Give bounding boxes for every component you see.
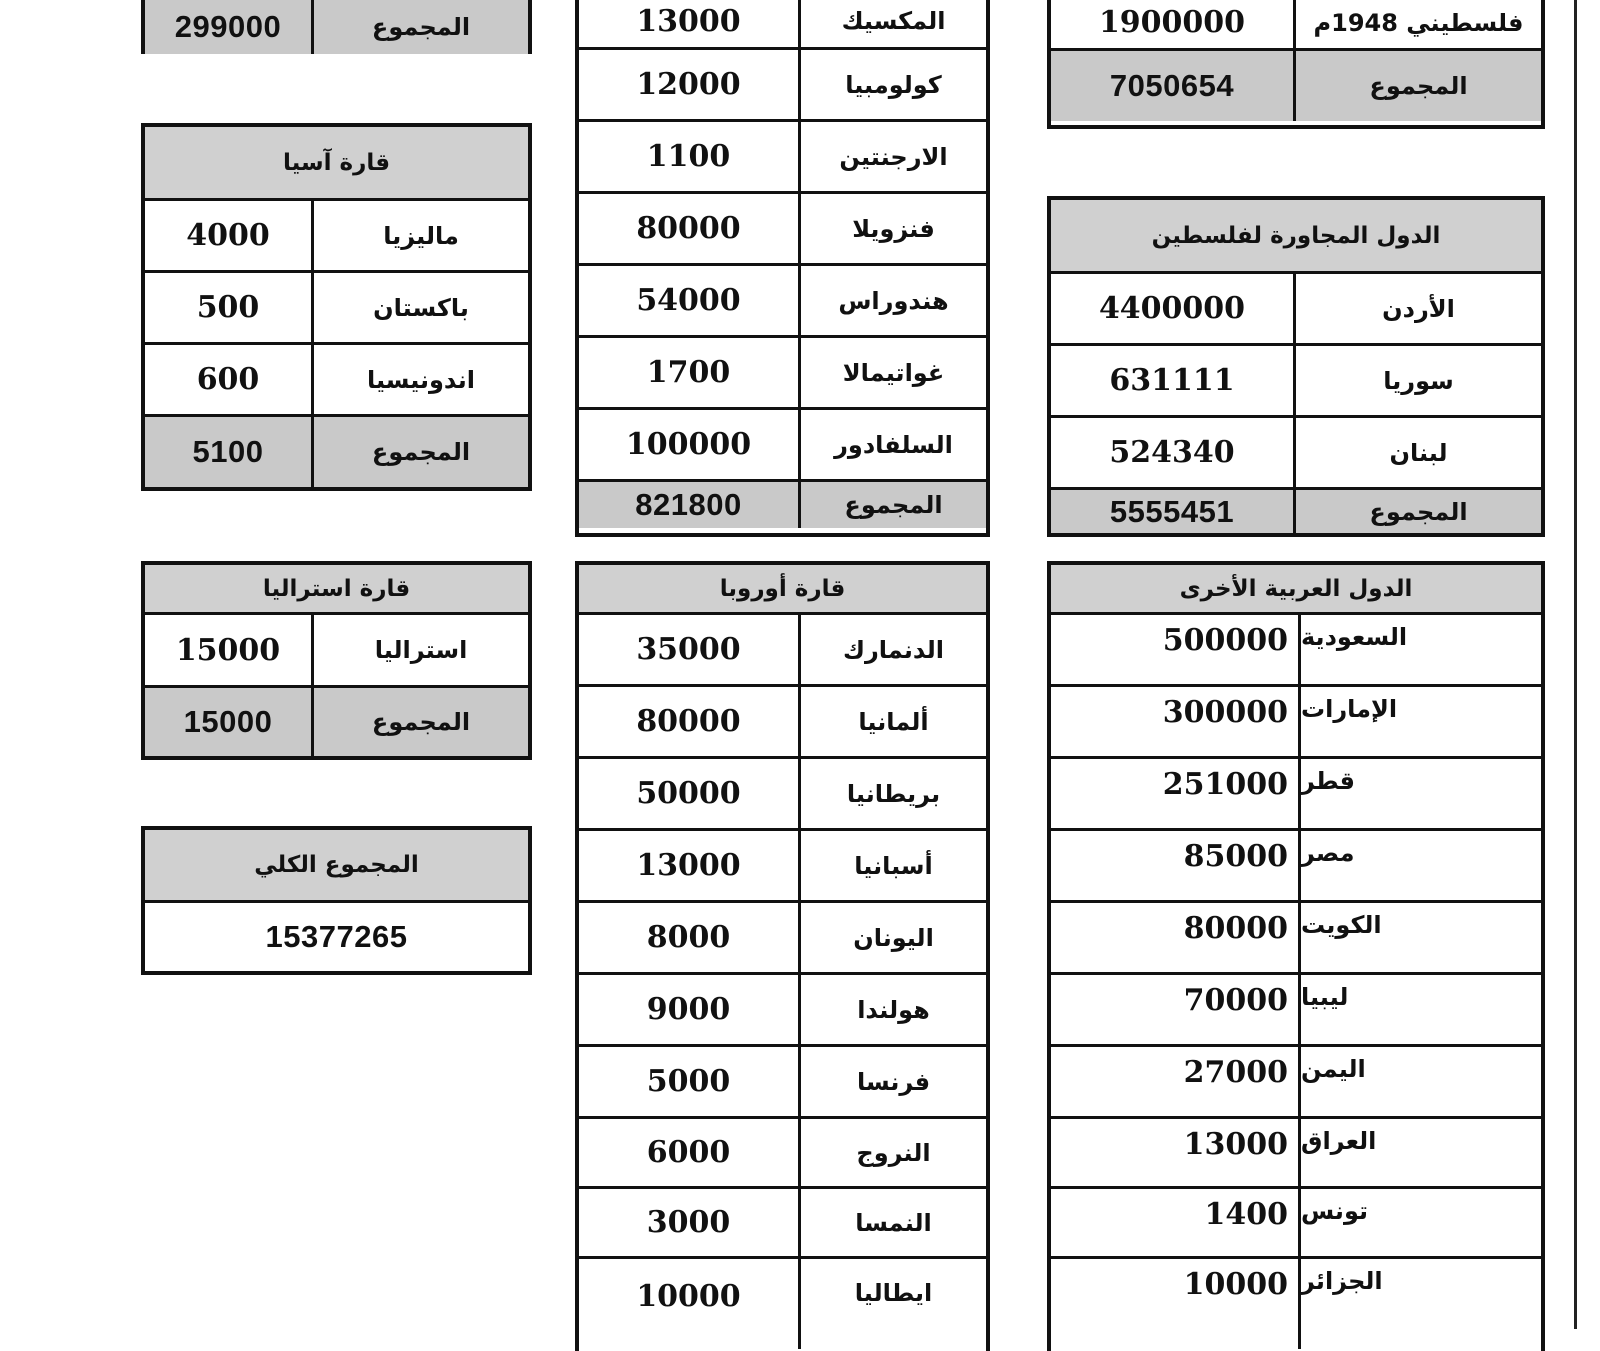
table-row: [1051, 1047, 1541, 1119]
value-cell: 80000: [579, 687, 801, 756]
total-value: 821800: [579, 482, 801, 528]
table-row: [579, 1047, 986, 1119]
value-cell: 5000: [579, 1047, 801, 1116]
value-cell: 4000: [145, 201, 314, 270]
table-row: [579, 687, 986, 759]
table-row: [579, 615, 986, 687]
total-label: المجموع: [1369, 72, 1468, 100]
value-cell: 1100: [579, 122, 801, 191]
table-header-row: [145, 830, 528, 903]
country-cell: اليونان: [853, 923, 934, 952]
value-cell: 10000: [579, 1259, 801, 1349]
country-cell: فنزويلا: [852, 214, 935, 243]
value-cell: 13000: [579, 831, 801, 900]
country-cell: فلسطيني 1948م: [1313, 8, 1524, 37]
table-row: [1051, 831, 1541, 903]
table-row-total: [1051, 51, 1541, 121]
value-cell: 10000: [1051, 1259, 1301, 1349]
country-cell: النمسا: [855, 1208, 932, 1237]
country-cell: الدنمارك: [842, 635, 945, 664]
table-header-row: [1051, 200, 1541, 274]
value-cell: 1700: [579, 338, 801, 407]
value-cell: 27000: [1051, 1047, 1301, 1116]
table-left-top-partial: [141, 0, 532, 54]
country-cell: قطر: [1301, 767, 1356, 795]
value-cell: 4400000: [1051, 274, 1296, 343]
country-cell: السعودية: [1301, 623, 1408, 651]
value-cell: 500: [145, 273, 314, 342]
table-row-total: [145, 0, 528, 54]
table-row: [579, 903, 986, 975]
table-neighbors: [1047, 196, 1545, 537]
table-row: [579, 0, 986, 50]
value-cell: 70000: [1051, 975, 1301, 1044]
page-edge-line: [1574, 0, 1577, 1329]
value-cell: 35000: [579, 615, 801, 684]
table-row: [1051, 1259, 1541, 1349]
table-title: قارة أوروبا: [579, 565, 986, 612]
table-grand-total: [141, 826, 532, 975]
table-row: [1051, 1189, 1541, 1259]
value-cell: 54000: [579, 266, 801, 335]
country-cell: الأردن: [1382, 294, 1455, 323]
table-row: [579, 266, 986, 338]
value-cell: 6000: [579, 1119, 801, 1186]
total-label: المجموع: [371, 438, 471, 466]
value-cell: 12000: [579, 50, 801, 119]
table-americas: [575, 0, 990, 537]
table-row: [1051, 975, 1541, 1047]
table-row-total: [145, 417, 528, 487]
value-cell: 631111: [1051, 346, 1296, 415]
table-header-row: [145, 565, 528, 615]
total-value: 299000: [145, 0, 314, 54]
country-cell: باكستان: [373, 293, 469, 322]
country-cell: ليبيا: [1301, 983, 1349, 1011]
country-cell: الجزائر: [1301, 1267, 1383, 1295]
country-cell: ماليزيا: [383, 221, 459, 250]
value-cell: 524340: [1051, 418, 1296, 487]
value-cell: 3000: [579, 1189, 801, 1256]
total-label: المجموع: [1369, 497, 1468, 526]
country-cell: هندوراس: [838, 286, 949, 315]
table-row: [579, 1189, 986, 1259]
country-cell: كولومبيا: [845, 70, 942, 99]
table-row: [145, 615, 528, 688]
table-header-row: [1051, 565, 1541, 615]
table-row: [579, 1119, 986, 1189]
table-asia: [141, 123, 532, 491]
table-row: [579, 831, 986, 903]
table-row: [1051, 346, 1541, 418]
country-cell: بريطانيا: [846, 779, 941, 808]
table-row: [579, 122, 986, 194]
table-title: قارة استراليا: [145, 565, 528, 612]
value-cell: 300000: [1051, 687, 1301, 756]
table-right-top-partial: [1047, 0, 1545, 129]
value-cell: 80000: [1051, 903, 1301, 972]
table-row: [579, 410, 986, 482]
table-row-total: [579, 482, 986, 528]
total-label: المجموع: [371, 13, 471, 41]
country-cell: المكسيك: [841, 7, 946, 35]
table-row: [579, 759, 986, 831]
table-header-row: [579, 565, 986, 615]
country-cell: اليمن: [1301, 1055, 1366, 1083]
country-cell: فرنسا: [856, 1067, 931, 1096]
value-cell: 13000: [579, 0, 801, 47]
table-row: [579, 50, 986, 122]
table-row: [1051, 1119, 1541, 1189]
table-row: [145, 273, 528, 345]
table-title: قارة آسيا: [145, 127, 528, 198]
value-cell: 1900000: [1051, 0, 1296, 48]
value-cell: 15000: [145, 615, 314, 685]
country-cell: ايطاليا: [854, 1279, 933, 1307]
country-cell: مصر: [1301, 839, 1355, 867]
country-cell: تونس: [1301, 1197, 1368, 1225]
value-cell: 13000: [1051, 1119, 1301, 1186]
country-cell: اندونيسيا: [366, 365, 476, 394]
total-label: المجموع: [371, 708, 471, 736]
total-value: 7050654: [1051, 51, 1296, 121]
value-cell: 251000: [1051, 759, 1301, 828]
table-row: [1051, 687, 1541, 759]
table-row: [1051, 759, 1541, 831]
value-cell: 50000: [579, 759, 801, 828]
table-row: [579, 194, 986, 266]
value-cell: 85000: [1051, 831, 1301, 900]
table-row: [579, 975, 986, 1047]
table-row: [1051, 418, 1541, 490]
table-row: [1051, 615, 1541, 687]
country-cell: السلفادور: [834, 430, 953, 459]
table-row: [145, 903, 528, 971]
total-value: 15000: [145, 688, 314, 756]
total-value: 5555451: [1051, 490, 1296, 533]
table-europe: [575, 561, 990, 1351]
country-cell: هولندا: [857, 995, 930, 1024]
value-cell: 500000: [1051, 615, 1301, 684]
table-row: [579, 338, 986, 410]
value-cell: 80000: [579, 194, 801, 263]
table-australia: [141, 561, 532, 760]
table-row-total: [1051, 490, 1541, 533]
table-row: [145, 345, 528, 417]
country-cell: غواتيمالا: [842, 358, 945, 387]
value-cell: 1400: [1051, 1189, 1301, 1256]
table-row: [145, 201, 528, 273]
value-cell: 8000: [579, 903, 801, 972]
total-label: المجموع: [844, 491, 943, 519]
country-cell: النروج: [856, 1138, 931, 1167]
country-cell: لبنان: [1389, 438, 1448, 467]
table-title: المجموع الكلي: [145, 830, 528, 900]
country-cell: أسبانيا: [854, 851, 933, 880]
table-row: [579, 1259, 986, 1349]
table-other-arab: [1047, 561, 1545, 1351]
country-cell: استراليا: [374, 636, 468, 664]
country-cell: سوريا: [1383, 366, 1454, 395]
value-cell: 600: [145, 345, 314, 414]
table-header-row: [145, 127, 528, 201]
table-row: [1051, 903, 1541, 975]
table-row: [1051, 274, 1541, 346]
value-cell: 9000: [579, 975, 801, 1044]
table-row: [1051, 0, 1541, 51]
total-value: 5100: [145, 417, 314, 487]
country-cell: ألمانيا: [858, 707, 929, 736]
country-cell: العراق: [1301, 1127, 1377, 1155]
grand-total-value: 15377265: [265, 919, 408, 954]
country-cell: الإمارات: [1301, 695, 1398, 723]
country-cell: الكويت: [1301, 911, 1382, 939]
table-title: الدول العربية الأخرى: [1051, 565, 1541, 612]
table-title: الدول المجاورة لفلسطين: [1051, 200, 1541, 271]
table-row-total: [145, 688, 528, 756]
value-cell: 100000: [579, 410, 801, 479]
country-cell: الارجنتين: [839, 142, 948, 171]
